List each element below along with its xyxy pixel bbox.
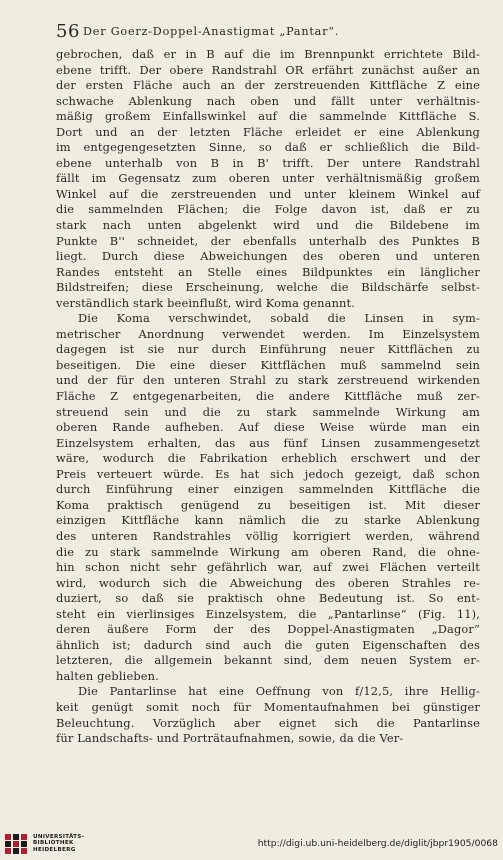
text-line: Die Pantarlinse hat eine Oeffnung von f/12,5, ihre Hellig-	[78, 684, 480, 699]
text-line: ebene unterhalb von B in B' trifft. Der untere Randstrahl	[56, 155, 480, 170]
text-line: deren äußere Form der des Doppel-Anastigmaten „Dagor“	[56, 622, 480, 637]
text-line: duziert, so daß sie praktisch ohne Bedeutung ist. So ent-	[56, 591, 480, 606]
text-line: Winkel auf die zerstreuenden und unter kleinem Winkel auf	[56, 186, 480, 201]
text-line: steht ein vierlinsiges Einzelsystem, die „Pantarlinse“ (Fig. 11),	[56, 606, 480, 621]
page-number: 56	[56, 21, 80, 42]
text-line: verständlich stark beeinflußt, wird Koma genannt.	[56, 295, 356, 310]
text-line: dagegen ist sie nur durch Einführung neuer Kittflächen zu	[56, 342, 480, 357]
text-line: Koma praktisch genügend zu beseitigen ist. Mit dieser	[56, 497, 480, 512]
library-logo	[4, 829, 154, 857]
text-line: Randes entsteht an Stelle eines Bildpunktes ein länglicher	[56, 264, 480, 279]
text-line: ähnlich ist; dadurch sind auch die guten Eigenschaften des	[56, 637, 480, 652]
text-line: schwache Ablenkung nach oben und fällt unter verhältnis-	[56, 93, 480, 108]
text-line: gebrochen, daß er in B auf die im Brennpunkt errichtete Bild-	[56, 47, 480, 61]
text-line: beseitigen. Die eine dieser Kittflächen muß sammelnd sein	[56, 357, 480, 372]
text-line: mäßig großem Einfallswinkel auf die sammelnde Kittfläche S.	[56, 109, 480, 124]
text-line: hin schon nicht sehr gefährlich war, auf zwei Flächen verteilt	[56, 560, 480, 575]
text-line: stark nach unten abgelenkt wird und die Bildebene im	[56, 218, 480, 233]
text-line: Fläche Z entgegenarbeiten, die andere Kittfläche muß zer-	[56, 389, 480, 404]
text-line: der ersten Fläche auch an der zerstreuenden Kittfläche Z eine	[56, 78, 480, 93]
text-line: liegt. Durch diese Abweichungen des oberen und unteren	[56, 249, 480, 264]
page-header	[56, 21, 476, 43]
text-line: die zu stark sammelnde Wirkung am oberen Rand, die ohne-	[56, 544, 480, 559]
body-text	[56, 47, 480, 747]
text-line: halten geblieben.	[56, 668, 159, 683]
text-line: die sammelnden Flächen; die Folge davon ist, daß er zu	[56, 202, 480, 217]
text-line: Die Koma verschwindet, sobald die Linsen in sym-	[78, 311, 480, 326]
library-logo-line: BIBLIOTHEK	[33, 840, 74, 847]
text-line: Einzelsystem erhalten, das aus fünf Linsen zusammengesetzt	[56, 435, 480, 450]
library-logo-line: UNIVERSITÄTS-	[33, 834, 85, 840]
text-line: im entgegengesetzten Sinne, so daß er schließlich die Bild-	[56, 140, 480, 155]
text-line: metrischer Anordnung verwendet werden. Im Einzelsystem	[56, 326, 480, 341]
text-line: einzigen Kittfläche kann nämlich die zu starke Ablenkung	[56, 513, 480, 528]
library-logo-line: HEIDELBERG	[33, 846, 76, 853]
library-logo-icon	[4, 833, 28, 855]
text-line: keit genügt somit noch für Momentaufnahmen bei günstiger	[56, 699, 480, 714]
source-url-link[interactable]: http://digi.ub.uni-heidelberg.de/diglit/jbpr1905/0068	[257, 838, 498, 849]
text-line: Dort und an der letzten Fläche erleidet er eine Ablenkung	[56, 124, 480, 139]
running-head: Der Goerz-Doppel-Anastigmat „Pantar“.	[83, 25, 340, 38]
text-line: durch Einführung einer einzigen sammelnden Kittfläche die	[56, 482, 480, 497]
text-line: streuend sein und die zu stark sammelnde Wirkung am	[56, 404, 480, 419]
text-line: Bildstreifen; diese Erscheinung, welche die Bildschärfe selbst-	[56, 280, 480, 295]
text-line: wird, wodurch sich die Abweichung des oberen Strahles re-	[56, 575, 480, 590]
text-line: oberen Rande aufheben. Auf diese Weise würde man ein	[56, 420, 480, 435]
text-line: ebene trifft. Der obere Randstrahl OR erfährt zunächst außer an	[56, 62, 480, 77]
text-line: Preis verteuert würde. Es hat sich jedoch gezeigt, daß schon	[56, 466, 480, 481]
text-line: wäre, wodurch die Fabrikation erheblich erschwert und der	[56, 451, 480, 466]
text-line: und der für den unteren Strahl zu stark zerstreuend wirkenden	[56, 373, 480, 388]
text-line: fällt im Gegensatz zum oberen unter verhältnismäßig großem	[56, 171, 480, 186]
text-line: Punkte B'' schneidet, der ebenfalls unterhalb des Punktes B	[56, 233, 480, 248]
page-footer	[0, 826, 503, 860]
library-logo-text	[33, 834, 84, 853]
text-line: letzteren, die allgemein bekannt sind, dem neuen System er-	[56, 653, 480, 668]
text-line: für Landschafts- und Porträtaufnahmen, sowie, da die Ver-	[56, 731, 404, 746]
text-line: des unteren Randstrahles völlig korrigiert werden, während	[56, 528, 480, 543]
text-line: Beleuchtung. Vorzüglich aber eignet sich die Pantarlinse	[56, 715, 480, 730]
